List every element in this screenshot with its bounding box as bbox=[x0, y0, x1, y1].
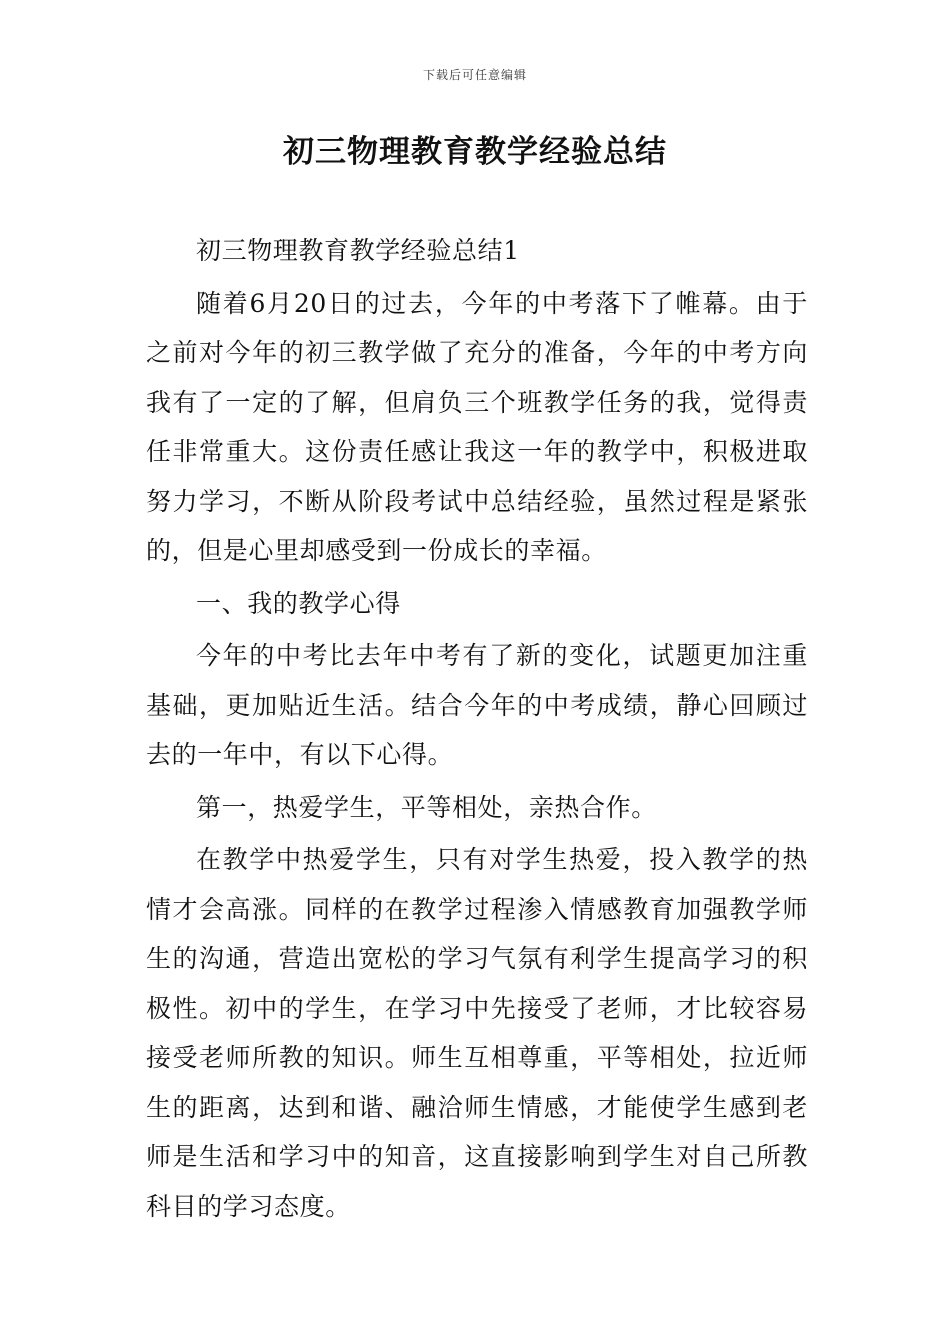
paragraph: 在教学中热爱学生，只有对学生热爱，投入教学的热情才会高涨。同样的在教学过程渗入情感教育加强教学师生的沟通，营造出宽松的学习气氛有利学生提高学习的积极性。初中的学生，在学习中先接受了老师，才比较容易接受老师所教的知识。师生互相尊重，平等相处，拉近师生的距离，达到和谐、融洽师生情感，才能使学生感到老师是生活和学习中的知音，这直接影响到学生对自己所教科目的学习态度。 bbox=[146, 845, 808, 1221]
paragraph: 今年的中考比去年中考有了新的变化，试题更加注重基础，更加贴近生活。结合今年的中考成绩，静心回顾过去的一年中，有以下心得。 bbox=[146, 641, 808, 769]
document-title: 初三物理教育教学经验总结 bbox=[283, 134, 667, 170]
section-heading: 初三物理教育教学经验总结1 bbox=[196, 236, 520, 265]
subsection-heading: 一、我的教学心得 bbox=[196, 588, 401, 618]
point-heading: 第一，热爱学生，平等相处，亲热合作。 bbox=[196, 792, 657, 822]
paragraph: 随着6月20日的过去，今年的中考落下了帷幕。由于之前对今年的初三教学做了充分的准备，今年的中考方向我有了一定的了解，但肩负三个班教学任务的我，觉得责任非常重大。这份责任感让我这一年的教学中，积极进取努力学习，不断从阶段考试中总结经验，虽然过程是紧张的，但是心里却感受到一份成长的幸福。 bbox=[146, 288, 808, 565]
header-note: 下载后可任意编辑 bbox=[422, 68, 527, 82]
document-body bbox=[146, 226, 808, 1234]
